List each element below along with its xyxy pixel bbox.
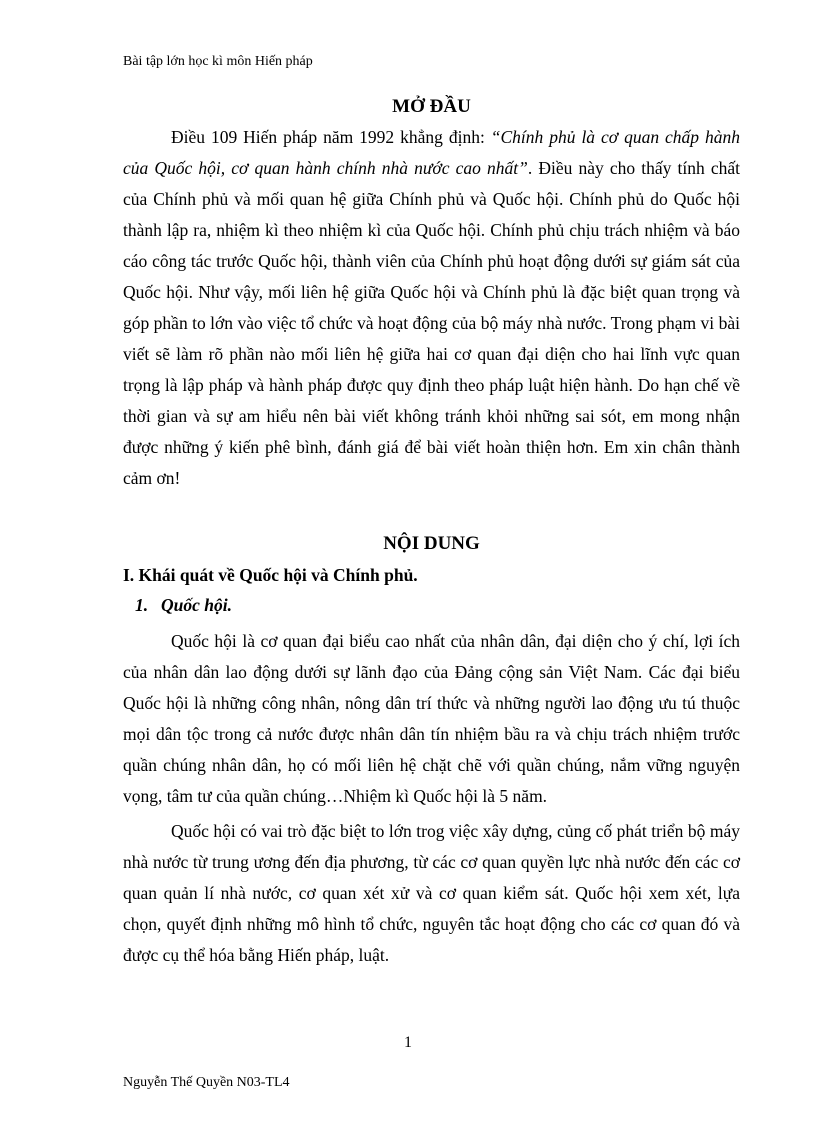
content-heading: NỘI DUNG xyxy=(383,533,480,554)
intro-paragraph xyxy=(123,122,740,494)
subsection-label: Quốc hội. xyxy=(161,595,232,615)
section-title: I. Khái quát về Quốc hội và Chính phủ. xyxy=(123,565,418,585)
intro-heading: MỞ ĐẦU xyxy=(392,96,471,117)
page-number: 1 xyxy=(404,1034,412,1051)
intro-rest: . Điều này cho thấy tính chất của Chính phủ và mối quan hệ giữa Chính phủ và Quốc hội. Chính phủ do Quốc hội thành lập ra, nhiệm kì theo nhiệm kì của Quốc hội. Chính phủ chịu trách nhiệm và báo cáo công tác trước Quốc hội, thành viên của Chính phủ hoạt động dưới sự giám sát của Quốc hội. Như vậy, mối liên hệ giữa Quốc hội và Chính phủ là đặc biệt quan trọng và góp phần to lớn vào việc tổ chức và hoạt động của bộ máy nhà nước. Trong phạm vi bài viết sẽ làm rõ phần nào mối liên hệ giữa hai cơ quan đại diện cho hai lĩnh vực quan trọng là lập pháp và hành pháp được quy định theo pháp luật hiện hành. Do hạn chế về thời gian và sự am hiểu nên bài viết không tránh khỏi những sai sót, em mong nhận được những ý kiến phê bình, đánh giá để bài viết hoàn thiện hơn. Em xin chân thành cảm ơn! xyxy=(123,158,740,488)
intro-lead: Điều 109 Hiến pháp năm 1992 khẳng định: xyxy=(171,127,491,147)
intro-quote: “Chính phủ là cơ quan chấp hành của Quốc hội, cơ quan hành chính nhà nước cao nhất” xyxy=(123,127,740,178)
body-paragraph: Quốc hội có vai trò đặc biệt to lớn trog việc xây dựng, củng cố phát triển bộ máy nhà nước từ trung ương đến địa phương, từ các cơ quan quyền lực nhà nước đến các cơ quan quản lí nhà nước, cơ quan xét xử và cơ quan kiểm sát. Quốc hội xem xét, lựa chọn, quyết định những mô hình tổ chức, nguyên tắc hoạt động cho các cơ quan đó và được cụ thể hóa bằng Hiến pháp, luật. xyxy=(123,821,740,965)
subsection-title xyxy=(123,589,740,622)
page-content xyxy=(123,92,740,971)
subsection-number: 1. xyxy=(135,595,149,615)
running-header: Bài tập lớn học kì môn Hiến pháp xyxy=(123,54,313,69)
body-paragraph: Quốc hội là cơ quan đại biểu cao nhất của nhân dân, đại diện cho ý chí, lợi ích của nhân dân lao động dưới sự lãnh đạo của Đảng cộng sản Việt Nam. Các đại biểu Quốc hội là những công nhân, nông dân trí thức và những người lao động ưu tú thuộc mọi dân tộc trong cả nước được nhân dân tín nhiệm bầu ra và chịu trách nhiệm trước quần chúng nhân dân, họ có mối liên hệ chặt chẽ với quần chúng, nắm vững nguyện vọng, tâm tư của quần chúng…Nhiệm kì Quốc hội là 5 năm. xyxy=(123,631,740,806)
running-footer: Nguyễn Thế Quyền N03-TL4 xyxy=(123,1075,290,1090)
